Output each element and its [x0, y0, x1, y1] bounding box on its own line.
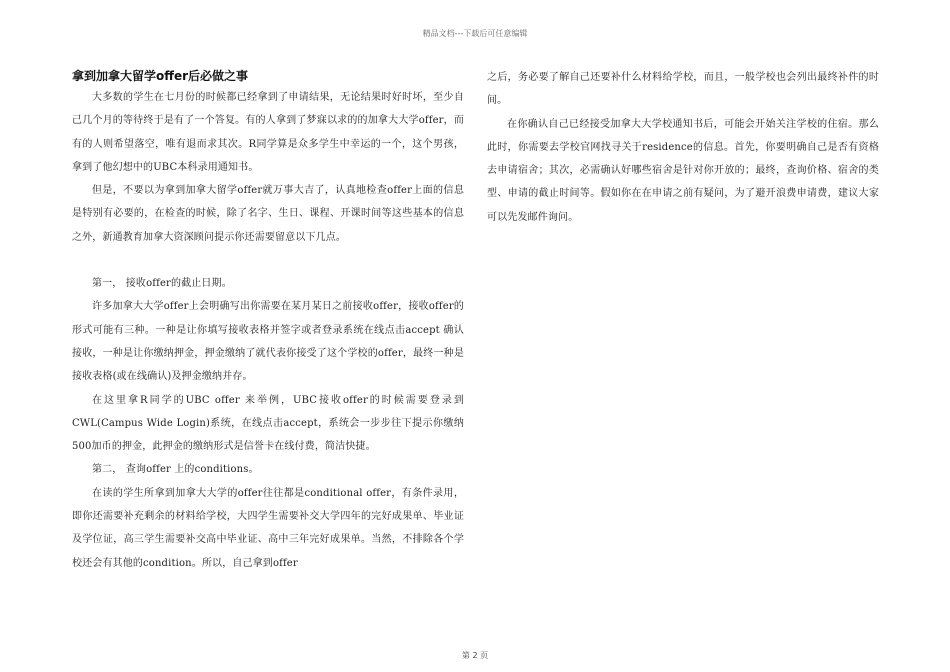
paragraph-intro: 大多数的学生在七月份的时候都已经拿到了申请结果，无论结果时好时坏，至少自己几个月的等待终于是有了一个答复。有的人拿到了梦寐以求的的加拿大大学offer，而有的人则希望落空，唯有退而求其次。R同学算是众多学生中幸运的一个，这个男孩，拿到了他幻想中的UBC本科录用通知书。: [72, 92, 464, 173]
page-number: 第 2 页: [461, 651, 489, 660]
left-column: [72, 66, 464, 575]
article-title: 拿到加拿大留学offer后必做之事: [72, 69, 249, 83]
section-heading-deadline: 第一， 接收offer的截止日期。: [92, 278, 232, 290]
section-heading-conditions: 第二， 查询offer 上的conditions。: [92, 464, 259, 476]
paragraph-check-offer: 但是，不要以为拿到加拿大留学offer就万事大吉了，认真地检查offer上面的信息是特别有必要的，在检查的时候，除了名字、生日、课程、开课时间等这些基本的信息之外，新通教育加拿大资深顾问提示你还需要留意以下几点。: [72, 185, 464, 243]
page-header: 精品文档---下载后可任意编辑: [422, 29, 528, 38]
paragraph-spacer: [72, 249, 464, 272]
paragraph-accept-methods: 许多加拿大大学offer上会明确写出你需要在某月某日之前接收offer，接收offer的形式可能有三种。一种是让你填写接收表格并签字或者登录系统在线点击accept 确认接收，一种是让你缴纳押金，押金缴纳了就代表你接受了这个学校的offer，最终一种是接收表格(或在线确认)及押金缴纳并存。: [72, 301, 464, 383]
right-column: [487, 66, 879, 229]
paragraph-conditional-offer: 在读的学生所拿到加拿大大学的offer往往都是conditional offer，有条件录用，即你还需要补充剩余的材料给学校，大四学生需要补交大学四年的完好成果单、毕业证及学位证，高三学生需要补交高中毕业证、高中三年完好成果单。当然，不排除各个学校还会有其他的condition。所以，自己拿到offer: [72, 487, 464, 569]
paragraph-ubc-example: 在这里拿R同学的UBC offer 来举例，UBC接收offer的时候需要登录到CWL(Campus Wide Login)系统，在线点击accept，系统会一步步往下提示你缴纳500加币的押金，此押金的缴纳形式是信誉卡在线付费，简洁快捷。: [72, 394, 464, 453]
paragraph-conditions-continued: 之后，务必要了解自己还要补什么材料给学校，而且，一般学校也会列出最终补件的时间。: [487, 72, 879, 107]
paragraph-residence: 在你确认自己已经接受加拿大大学校通知书后，可能会开始关注学校的住宿。那么此时，你需要去学校官网找寻关于residence的信息。首先，你要明确自己是否有资格去申请宿舍；其次，必需确认好哪些宿舍是针对你开放的；最终，查询价格、宿舍的类型、申请的截止时间等。假如你在在申请之前有疑问，为了避开浪费申请费，建议大家可以先发邮件询问。: [487, 118, 879, 223]
